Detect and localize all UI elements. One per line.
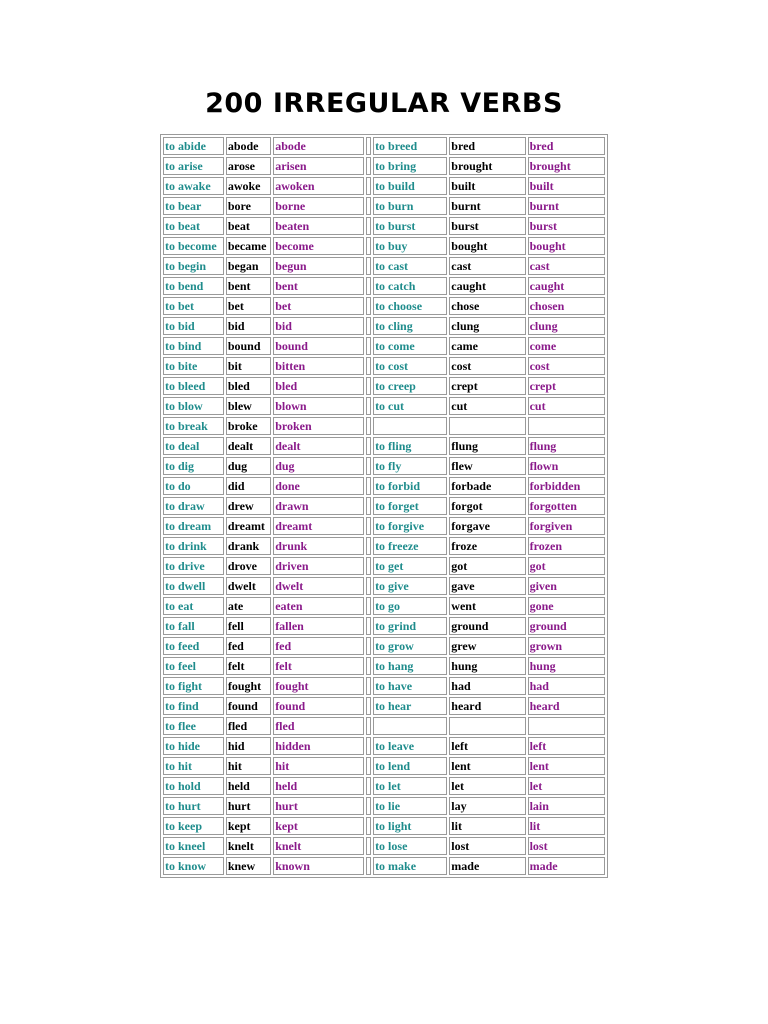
left-past-cell: ate xyxy=(226,597,271,615)
left-participle-cell: knelt xyxy=(273,837,364,855)
right-participle-cell: forbidden xyxy=(528,477,605,495)
right-participle-cell: got xyxy=(528,557,605,575)
right-past-cell: flung xyxy=(449,437,525,455)
left-participle-cell: eaten xyxy=(273,597,364,615)
right-infinitive-cell: to grow xyxy=(373,637,447,655)
right-past-cell: heard xyxy=(449,697,525,715)
column-divider xyxy=(366,217,371,235)
right-past-cell: cost xyxy=(449,357,525,375)
right-past-cell: bred xyxy=(449,137,525,155)
left-past-cell: awoke xyxy=(226,177,271,195)
column-divider xyxy=(366,557,371,575)
right-participle-cell: lit xyxy=(528,817,605,835)
right-past-cell: lost xyxy=(449,837,525,855)
column-divider xyxy=(366,817,371,835)
left-infinitive-cell: to hide xyxy=(163,737,224,755)
left-past-cell: did xyxy=(226,477,271,495)
right-infinitive-cell: to cut xyxy=(373,397,447,415)
column-divider xyxy=(366,277,371,295)
right-past-cell: made xyxy=(449,857,525,875)
table-row xyxy=(163,717,605,735)
left-participle-cell: hit xyxy=(273,757,364,775)
right-past-cell: burst xyxy=(449,217,525,235)
column-divider xyxy=(366,757,371,775)
right-past-cell: left xyxy=(449,737,525,755)
right-infinitive-cell: to forgive xyxy=(373,517,447,535)
left-participle-cell: arisen xyxy=(273,157,364,175)
right-participle-cell: bred xyxy=(528,137,605,155)
left-infinitive-cell: to draw xyxy=(163,497,224,515)
left-infinitive-cell: to dream xyxy=(163,517,224,535)
column-divider xyxy=(366,297,371,315)
right-infinitive-cell: to hear xyxy=(373,697,447,715)
left-participle-cell: beaten xyxy=(273,217,364,235)
left-infinitive-cell: to keep xyxy=(163,817,224,835)
column-divider xyxy=(366,497,371,515)
left-past-cell: bled xyxy=(226,377,271,395)
right-infinitive-cell xyxy=(373,717,447,735)
left-participle-cell: done xyxy=(273,477,364,495)
right-participle-cell: crept xyxy=(528,377,605,395)
left-past-cell: dealt xyxy=(226,437,271,455)
left-participle-cell: drawn xyxy=(273,497,364,515)
table-row xyxy=(163,417,605,435)
right-past-cell: cast xyxy=(449,257,525,275)
right-participle-cell: lain xyxy=(528,797,605,815)
right-past-cell: lit xyxy=(449,817,525,835)
right-past-cell: let xyxy=(449,777,525,795)
table-row xyxy=(163,177,605,195)
left-infinitive-cell: to become xyxy=(163,237,224,255)
right-participle-cell: left xyxy=(528,737,605,755)
table-row xyxy=(163,277,605,295)
left-past-cell: fed xyxy=(226,637,271,655)
left-past-cell: drank xyxy=(226,537,271,555)
right-participle-cell: flung xyxy=(528,437,605,455)
right-past-cell: brought xyxy=(449,157,525,175)
left-past-cell: bid xyxy=(226,317,271,335)
right-participle-cell: let xyxy=(528,777,605,795)
right-past-cell: came xyxy=(449,337,525,355)
left-participle-cell: awoken xyxy=(273,177,364,195)
table-row xyxy=(163,797,605,815)
left-infinitive-cell: to hurt xyxy=(163,797,224,815)
left-infinitive-cell: to awake xyxy=(163,177,224,195)
table-row xyxy=(163,357,605,375)
left-infinitive-cell: to bend xyxy=(163,277,224,295)
left-past-cell: began xyxy=(226,257,271,275)
column-divider xyxy=(366,437,371,455)
column-divider xyxy=(366,597,371,615)
right-infinitive-cell: to grind xyxy=(373,617,447,635)
right-past-cell: crept xyxy=(449,377,525,395)
right-infinitive-cell: to go xyxy=(373,597,447,615)
right-infinitive-cell: to choose xyxy=(373,297,447,315)
column-divider xyxy=(366,857,371,875)
left-past-cell: found xyxy=(226,697,271,715)
right-infinitive-cell: to burst xyxy=(373,217,447,235)
right-past-cell: clung xyxy=(449,317,525,335)
right-participle-cell: built xyxy=(528,177,605,195)
left-past-cell: blew xyxy=(226,397,271,415)
right-participle-cell xyxy=(528,717,605,735)
table-row xyxy=(163,637,605,655)
right-past-cell: had xyxy=(449,677,525,695)
right-infinitive-cell: to freeze xyxy=(373,537,447,555)
column-divider xyxy=(366,357,371,375)
left-past-cell: fought xyxy=(226,677,271,695)
table-row xyxy=(163,697,605,715)
left-participle-cell: begun xyxy=(273,257,364,275)
table-row xyxy=(163,757,605,775)
right-infinitive-cell: to build xyxy=(373,177,447,195)
right-infinitive-cell: to let xyxy=(373,777,447,795)
left-infinitive-cell: to feed xyxy=(163,637,224,655)
table-row xyxy=(163,297,605,315)
left-infinitive-cell: to abide xyxy=(163,137,224,155)
left-participle-cell: broken xyxy=(273,417,364,435)
table-row xyxy=(163,217,605,235)
right-infinitive-cell: to forbid xyxy=(373,477,447,495)
right-infinitive-cell: to leave xyxy=(373,737,447,755)
table-row xyxy=(163,817,605,835)
left-infinitive-cell: to bid xyxy=(163,317,224,335)
right-past-cell: forgot xyxy=(449,497,525,515)
left-infinitive-cell: to dig xyxy=(163,457,224,475)
left-participle-cell: bid xyxy=(273,317,364,335)
left-participle-cell: drunk xyxy=(273,537,364,555)
left-infinitive-cell: to find xyxy=(163,697,224,715)
right-participle-cell: clung xyxy=(528,317,605,335)
right-past-cell: got xyxy=(449,557,525,575)
right-past-cell: chose xyxy=(449,297,525,315)
column-divider xyxy=(366,337,371,355)
right-participle-cell: burst xyxy=(528,217,605,235)
right-participle-cell: had xyxy=(528,677,605,695)
page-title: 200 IRREGULAR VERBS xyxy=(205,88,563,119)
right-infinitive-cell: to give xyxy=(373,577,447,595)
right-infinitive-cell: to lose xyxy=(373,837,447,855)
right-participle-cell: frozen xyxy=(528,537,605,555)
left-past-cell: bet xyxy=(226,297,271,315)
left-infinitive-cell: to dwell xyxy=(163,577,224,595)
right-past-cell: cut xyxy=(449,397,525,415)
left-infinitive-cell: to fall xyxy=(163,617,224,635)
right-infinitive-cell: to hang xyxy=(373,657,447,675)
left-past-cell: bound xyxy=(226,337,271,355)
left-infinitive-cell: to flee xyxy=(163,717,224,735)
table-row xyxy=(163,677,605,695)
left-past-cell: dug xyxy=(226,457,271,475)
right-participle-cell: ground xyxy=(528,617,605,635)
right-infinitive-cell xyxy=(373,417,447,435)
column-divider xyxy=(366,637,371,655)
right-participle-cell: chosen xyxy=(528,297,605,315)
right-participle-cell: heard xyxy=(528,697,605,715)
left-participle-cell: held xyxy=(273,777,364,795)
table-row xyxy=(163,857,605,875)
left-participle-cell: driven xyxy=(273,557,364,575)
right-infinitive-cell: to lend xyxy=(373,757,447,775)
column-divider xyxy=(366,317,371,335)
left-participle-cell: kept xyxy=(273,817,364,835)
left-participle-cell: become xyxy=(273,237,364,255)
left-infinitive-cell: to deal xyxy=(163,437,224,455)
left-past-cell: fled xyxy=(226,717,271,735)
right-past-cell: flew xyxy=(449,457,525,475)
right-infinitive-cell: to lie xyxy=(373,797,447,815)
left-infinitive-cell: to bite xyxy=(163,357,224,375)
right-past-cell: lay xyxy=(449,797,525,815)
right-participle-cell: lent xyxy=(528,757,605,775)
left-infinitive-cell: to drive xyxy=(163,557,224,575)
right-infinitive-cell: to make xyxy=(373,857,447,875)
column-divider xyxy=(366,697,371,715)
left-past-cell: fell xyxy=(226,617,271,635)
left-past-cell: knew xyxy=(226,857,271,875)
right-infinitive-cell: to cost xyxy=(373,357,447,375)
right-participle-cell: brought xyxy=(528,157,605,175)
right-participle-cell: cost xyxy=(528,357,605,375)
left-infinitive-cell: to hold xyxy=(163,777,224,795)
right-participle-cell: come xyxy=(528,337,605,355)
right-participle-cell: burnt xyxy=(528,197,605,215)
right-past-cell: froze xyxy=(449,537,525,555)
left-past-cell: hid xyxy=(226,737,271,755)
verb-table xyxy=(160,134,608,878)
left-infinitive-cell: to break xyxy=(163,417,224,435)
left-infinitive-cell: to drink xyxy=(163,537,224,555)
left-infinitive-cell: to eat xyxy=(163,597,224,615)
left-participle-cell: dwelt xyxy=(273,577,364,595)
right-past-cell: ground xyxy=(449,617,525,635)
table-row xyxy=(163,337,605,355)
left-infinitive-cell: to bleed xyxy=(163,377,224,395)
right-past-cell xyxy=(449,417,525,435)
left-past-cell: beat xyxy=(226,217,271,235)
column-divider xyxy=(366,457,371,475)
left-participle-cell: hurt xyxy=(273,797,364,815)
left-past-cell: hit xyxy=(226,757,271,775)
column-divider xyxy=(366,477,371,495)
column-divider xyxy=(366,197,371,215)
column-divider xyxy=(366,177,371,195)
left-participle-cell: bound xyxy=(273,337,364,355)
left-infinitive-cell: to feel xyxy=(163,657,224,675)
column-divider xyxy=(366,797,371,815)
right-infinitive-cell: to forget xyxy=(373,497,447,515)
left-participle-cell: hidden xyxy=(273,737,364,755)
right-infinitive-cell: to come xyxy=(373,337,447,355)
right-infinitive-cell: to creep xyxy=(373,377,447,395)
table-row xyxy=(163,737,605,755)
column-divider xyxy=(366,257,371,275)
left-participle-cell: bent xyxy=(273,277,364,295)
left-participle-cell: fled xyxy=(273,717,364,735)
column-divider xyxy=(366,717,371,735)
left-past-cell: abode xyxy=(226,137,271,155)
column-divider xyxy=(366,677,371,695)
right-participle-cell xyxy=(528,417,605,435)
left-infinitive-cell: to bear xyxy=(163,197,224,215)
left-participle-cell: known xyxy=(273,857,364,875)
table-row xyxy=(163,837,605,855)
left-past-cell: knelt xyxy=(226,837,271,855)
right-past-cell: lent xyxy=(449,757,525,775)
column-divider xyxy=(366,417,371,435)
column-divider xyxy=(366,737,371,755)
right-infinitive-cell: to get xyxy=(373,557,447,575)
table-row xyxy=(163,457,605,475)
table-row xyxy=(163,777,605,795)
left-past-cell: drove xyxy=(226,557,271,575)
right-participle-cell: hung xyxy=(528,657,605,675)
left-past-cell: arose xyxy=(226,157,271,175)
table-row xyxy=(163,137,605,155)
left-participle-cell: fed xyxy=(273,637,364,655)
left-participle-cell: found xyxy=(273,697,364,715)
column-divider xyxy=(366,657,371,675)
column-divider xyxy=(366,617,371,635)
left-infinitive-cell: to beat xyxy=(163,217,224,235)
right-past-cell: grew xyxy=(449,637,525,655)
right-past-cell: caught xyxy=(449,277,525,295)
table-row xyxy=(163,157,605,175)
right-infinitive-cell: to burn xyxy=(373,197,447,215)
left-infinitive-cell: to do xyxy=(163,477,224,495)
table-row xyxy=(163,517,605,535)
left-participle-cell: bled xyxy=(273,377,364,395)
table-row xyxy=(163,257,605,275)
left-past-cell: hurt xyxy=(226,797,271,815)
right-past-cell xyxy=(449,717,525,735)
table-row xyxy=(163,537,605,555)
left-past-cell: dwelt xyxy=(226,577,271,595)
right-past-cell: went xyxy=(449,597,525,615)
left-past-cell: became xyxy=(226,237,271,255)
right-infinitive-cell: to bring xyxy=(373,157,447,175)
column-divider xyxy=(366,517,371,535)
right-participle-cell: grown xyxy=(528,637,605,655)
right-participle-cell: flown xyxy=(528,457,605,475)
table-row xyxy=(163,197,605,215)
right-past-cell: bought xyxy=(449,237,525,255)
right-participle-cell: gone xyxy=(528,597,605,615)
right-infinitive-cell: to fly xyxy=(373,457,447,475)
left-infinitive-cell: to bind xyxy=(163,337,224,355)
right-participle-cell: bought xyxy=(528,237,605,255)
right-infinitive-cell: to fling xyxy=(373,437,447,455)
table-row xyxy=(163,497,605,515)
right-participle-cell: forgotten xyxy=(528,497,605,515)
left-participle-cell: borne xyxy=(273,197,364,215)
table-row xyxy=(163,237,605,255)
left-participle-cell: dreamt xyxy=(273,517,364,535)
left-participle-cell: fought xyxy=(273,677,364,695)
table-row xyxy=(163,477,605,495)
left-past-cell: held xyxy=(226,777,271,795)
table-row xyxy=(163,597,605,615)
left-participle-cell: dug xyxy=(273,457,364,475)
table-row xyxy=(163,437,605,455)
right-infinitive-cell: to buy xyxy=(373,237,447,255)
left-infinitive-cell: to arise xyxy=(163,157,224,175)
left-past-cell: bore xyxy=(226,197,271,215)
column-divider xyxy=(366,157,371,175)
table-row xyxy=(163,557,605,575)
right-infinitive-cell: to light xyxy=(373,817,447,835)
table-row xyxy=(163,397,605,415)
table-row xyxy=(163,617,605,635)
right-infinitive-cell: to breed xyxy=(373,137,447,155)
right-participle-cell: lost xyxy=(528,837,605,855)
left-infinitive-cell: to know xyxy=(163,857,224,875)
left-participle-cell: abode xyxy=(273,137,364,155)
right-past-cell: burnt xyxy=(449,197,525,215)
left-infinitive-cell: to fight xyxy=(163,677,224,695)
column-divider xyxy=(366,837,371,855)
left-past-cell: broke xyxy=(226,417,271,435)
left-past-cell: kept xyxy=(226,817,271,835)
left-participle-cell: blown xyxy=(273,397,364,415)
left-infinitive-cell: to bet xyxy=(163,297,224,315)
left-participle-cell: bet xyxy=(273,297,364,315)
right-past-cell: gave xyxy=(449,577,525,595)
right-past-cell: forbade xyxy=(449,477,525,495)
right-participle-cell: caught xyxy=(528,277,605,295)
table-row xyxy=(163,377,605,395)
column-divider xyxy=(366,377,371,395)
column-divider xyxy=(366,137,371,155)
right-past-cell: built xyxy=(449,177,525,195)
column-divider xyxy=(366,537,371,555)
left-past-cell: bent xyxy=(226,277,271,295)
right-past-cell: hung xyxy=(449,657,525,675)
right-infinitive-cell: to cast xyxy=(373,257,447,275)
column-divider xyxy=(366,577,371,595)
right-participle-cell: made xyxy=(528,857,605,875)
right-past-cell: forgave xyxy=(449,517,525,535)
right-infinitive-cell: to cling xyxy=(373,317,447,335)
left-past-cell: dreamt xyxy=(226,517,271,535)
right-participle-cell: given xyxy=(528,577,605,595)
table-row xyxy=(163,317,605,335)
left-infinitive-cell: to begin xyxy=(163,257,224,275)
left-past-cell: felt xyxy=(226,657,271,675)
right-infinitive-cell: to have xyxy=(373,677,447,695)
left-infinitive-cell: to hit xyxy=(163,757,224,775)
column-divider xyxy=(366,777,371,795)
left-past-cell: drew xyxy=(226,497,271,515)
left-infinitive-cell: to blow xyxy=(163,397,224,415)
left-past-cell: bit xyxy=(226,357,271,375)
left-infinitive-cell: to kneel xyxy=(163,837,224,855)
left-participle-cell: fallen xyxy=(273,617,364,635)
right-participle-cell: cast xyxy=(528,257,605,275)
column-divider xyxy=(366,397,371,415)
table-row xyxy=(163,577,605,595)
right-participle-cell: forgiven xyxy=(528,517,605,535)
right-infinitive-cell: to catch xyxy=(373,277,447,295)
left-participle-cell: dealt xyxy=(273,437,364,455)
right-participle-cell: cut xyxy=(528,397,605,415)
left-participle-cell: felt xyxy=(273,657,364,675)
table-row xyxy=(163,657,605,675)
column-divider xyxy=(366,237,371,255)
left-participle-cell: bitten xyxy=(273,357,364,375)
